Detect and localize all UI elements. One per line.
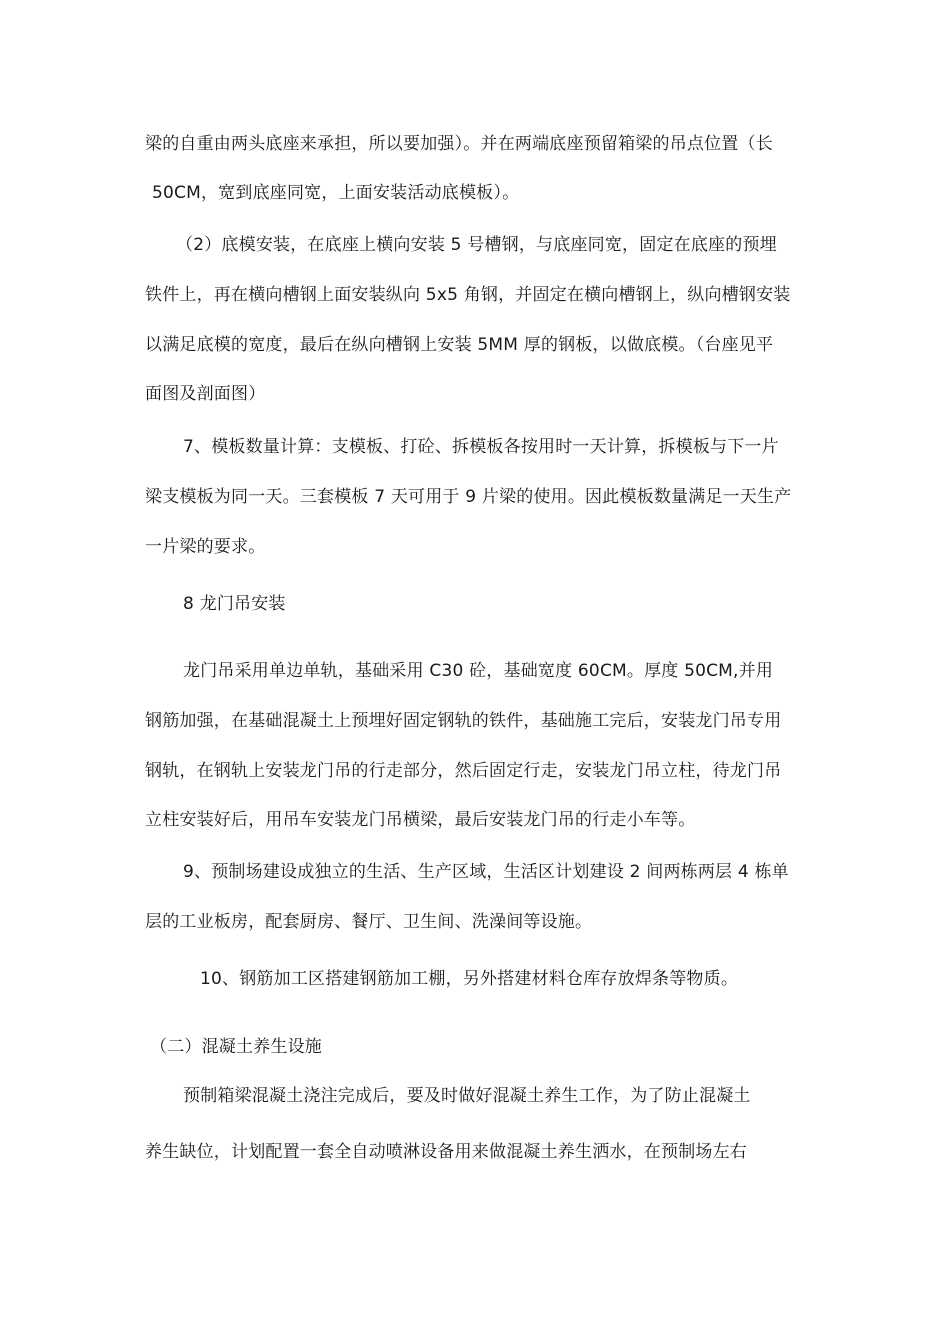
- text-line: 9、预制场建设成独立的生活、生产区域，生活区计划建设 2 间两栋两层 4 栋单: [183, 862, 789, 882]
- text-line: 龙门吊采用单边单轨，基础采用 C30 砼，基础宽度 60CM。厚度 50CM,并用: [183, 661, 774, 681]
- text-line: 以满足底模的宽度，最后在纵向槽钢上安装 5MM 厚的钢板，以做底模。（台座见平: [145, 335, 774, 355]
- section-heading: （二）混凝土养生设施: [150, 1037, 322, 1057]
- text-line: 面图及剖面图）: [145, 384, 266, 404]
- section-heading: 8 龙门吊安装: [183, 594, 286, 614]
- text-line: 层的工业板房，配套厨房、餐厅、卫生间、洗澡间等设施。: [145, 912, 593, 932]
- text-line: 预制箱梁混凝土浇注完成后，要及时做好混凝土养生工作，为了防止混凝土: [183, 1086, 751, 1106]
- text-line: （2）底模安装，在底座上横向安装 5 号槽钢，与底座同宽，固定在底座的预埋: [176, 235, 777, 255]
- text-line: 钢轨，在钢轨上安装龙门吊的行走部分，然后固定行走，安装龙门吊立柱，待龙门吊: [145, 761, 782, 781]
- text-line: 50CM，宽到底座同宽，上面安装活动底模板）。: [152, 183, 520, 203]
- text-line: 10、钢筋加工区搭建钢筋加工棚，另外搭建材料仓库存放焊条等物质。: [200, 969, 739, 989]
- text-line: 钢筋加强，在基础混凝土上预埋好固定钢轨的铁件，基础施工完后，安装龙门吊专用: [145, 711, 782, 731]
- text-line: 梁支模板为同一天。三套模板 7 天可用于 9 片梁的使用。因此模板数量满足一天生产: [145, 487, 792, 507]
- text-line: 铁件上，再在横向槽钢上面安装纵向 5x5 角钢，并固定在横向槽钢上，纵向槽钢安装: [145, 285, 791, 305]
- text-line: 梁的自重由两头底座来承担，所以要加强）。并在两端底座预留箱梁的吊点位置（长: [145, 134, 773, 154]
- text-line: 7、模板数量计算：支模板、打砼、拆模板各按用时一天计算，拆模板与下一片: [183, 437, 779, 457]
- text-line: 立柱安装好后，用吊车安装龙门吊横梁，最后安装龙门吊的行走小车等。: [145, 810, 696, 830]
- text-line: 养生缺位，计划配置一套全自动喷淋设备用来做混凝土养生洒水，在预制场左右: [145, 1142, 747, 1162]
- text-line: 一片梁的要求。: [145, 537, 266, 557]
